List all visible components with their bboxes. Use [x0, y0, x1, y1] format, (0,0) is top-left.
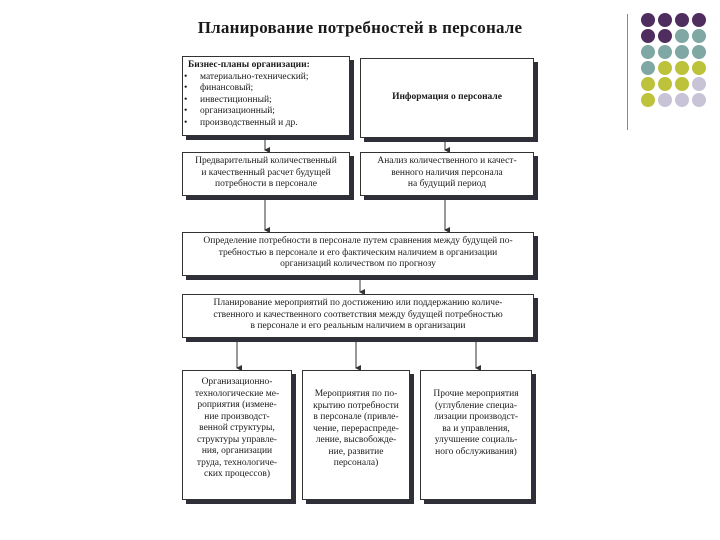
text-line: роприятия (измене-	[197, 400, 277, 410]
text-line: улучшение социаль-	[434, 435, 518, 445]
text-line: Определение потребности в персонале путем сравнения между будущей по-	[203, 236, 513, 246]
text-line: на будущий период	[407, 179, 487, 189]
text-line: в персонале (привле-	[313, 412, 399, 422]
text-line: чение, перераспреде-	[313, 423, 399, 434]
text-line: Прочие мероприятия	[433, 389, 519, 399]
text-line: ние производст-	[204, 411, 270, 422]
text-line: ние, развитие	[328, 446, 384, 457]
text-line: Планирование мероприятий по достижению или поддержанию количе-	[213, 298, 503, 308]
business-plans-heading: Бизнес-планы организации:	[188, 60, 310, 70]
personnel-info-label: Информация о персонале	[392, 92, 502, 103]
text-line: Анализ количественного и качест-	[377, 156, 517, 166]
list-item: • инвестиционный;	[200, 95, 344, 107]
text-line: ственного и качественного соответствия между будущей потребностью	[213, 309, 503, 320]
text-line: ление, высвобожде-	[315, 435, 397, 445]
text-line: лизации производст-	[433, 412, 519, 422]
text-line: Предварительный количественный	[195, 156, 337, 166]
text-line: крытию потребности	[313, 400, 399, 411]
text-line: технологические ме-	[194, 388, 280, 399]
text-line: труда, технологиче-	[196, 457, 278, 468]
list-item: • финансовый;	[200, 83, 344, 95]
text-line: ного обслуживания)	[435, 446, 517, 457]
list-item: • производственный и др.	[200, 118, 344, 130]
text-line: венного наличия персонала	[391, 167, 503, 178]
text-line: потребности в персонале	[215, 179, 317, 189]
text-line: в персонале и его реальным наличием в организации	[250, 321, 466, 331]
text-line: венной структуры,	[199, 423, 275, 433]
text-line: организаций количеством по прогнозу	[280, 259, 436, 269]
text-line: Мероприятия по по-	[314, 389, 398, 399]
text-line: ния, организации	[201, 446, 273, 456]
text-line: структуры управле-	[197, 434, 277, 445]
text-line: и качественный расчет будущей	[201, 167, 331, 178]
text-line: ских процессов)	[204, 469, 270, 479]
text-line: (углубление специа-	[434, 400, 518, 411]
page-title: Планирование потребностей в персонале	[197, 18, 523, 37]
text-line: требностью в персонале и его фактическим наличием в организации	[218, 247, 498, 258]
list-item: • материально-технический;	[200, 72, 344, 84]
text-line: Организационно-	[201, 377, 273, 387]
list-item: • организационный;	[200, 106, 344, 118]
text-line: ва и управления,	[442, 423, 510, 434]
text-line: персонала)	[333, 458, 379, 468]
